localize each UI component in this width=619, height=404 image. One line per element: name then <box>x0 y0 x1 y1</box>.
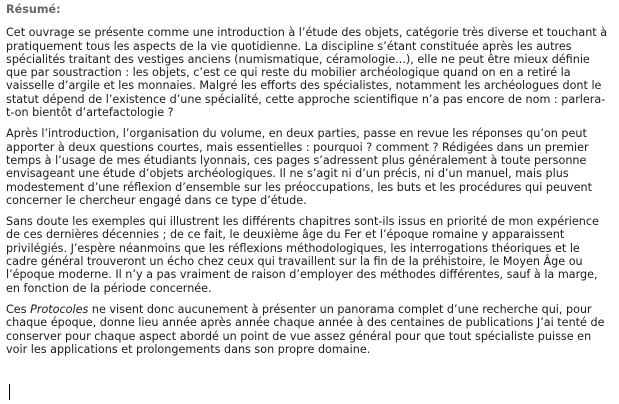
paragraph-4-rest: ne visent donc aucunement à présenter un panorama complet d’une recherche qui, pour chaque époque, donne lieu année après année chaque année à des centaines de publications J’ai tenté de conserver pour chaque aspect abordé un point de vue assez général pour que tout spécialiste puisse en voir les applications et prolongements dans son propre domaine. <box>6 302 605 356</box>
paragraph-4 <box>6 303 612 356</box>
paragraph-3: Sans doute les exemples qui illustrent les différents chapitres sont-ils issus en priorité de mon expérience de ces dernières décennies ; de ce fait, le deuxième âge du Fer et l’époque romaine y apparaissent privilégiés. J’espère néanmoins que les réflexions méthodologiques, les interrogations théoriques et le cadre général trouveront un écho chez ceux qui travaillent sur la fin de la préhistoire, le Moyen Âge ou l’époque moderne. Il n’y a pas vraiment de raison d’employer des méthodes différentes, sauf à la marge, en fonction de la période concernée. <box>6 215 599 295</box>
protocoles-title: Protocoles <box>30 302 89 316</box>
paragraph-4-lead: Ces <box>6 302 31 316</box>
summary-document <box>6 3 612 364</box>
text-caret <box>9 384 10 400</box>
paragraph-1: Cet ouvrage se présente comme une introduction à l’étude des objets, catégorie très diverse et touchant à pratiquement tous les aspects de la vie quotidienne. La discipline s’étant constituée après les autres spécialités traitant des vestiges anciens (numismatique, céramologie...), elle ne peut être mieux définie que par soustraction : les objets, c’est ce qui reste du mobilier archéologique quand on en a retiré la vaisselle d’argile et les monnaies. Malgré les efforts des spécialistes, notamment les archéologues dont le statut dépend de l’existence d’une spécialité, cette approche scientifique n’a pas encore de nom : parlera-t-on bientôt d’artefactologie ? <box>6 26 608 120</box>
paragraph-2: Après l’introduction, l’organisation du volume, en deux parties, passe en revue les réponses qu’on peut apporter à deux questions courtes, mais essentielles : pourquoi ? comment ? Rédigées dans un premier temps à l’usage de mes étudiants lyonnais, ces pages s’adressent plus généralement à toute personne envisageant une étude d’objets archéologiques. Il ne s’agit ni d’un précis, ni d’un manuel, mais plus modestement d’une réflexion d’ensemble sur les préoccupations, les buts et les procédures qui peuvent concerner le chercheur engagé dans ce type d’étude. <box>6 127 592 207</box>
summary-heading: Résumé: <box>6 3 61 16</box>
